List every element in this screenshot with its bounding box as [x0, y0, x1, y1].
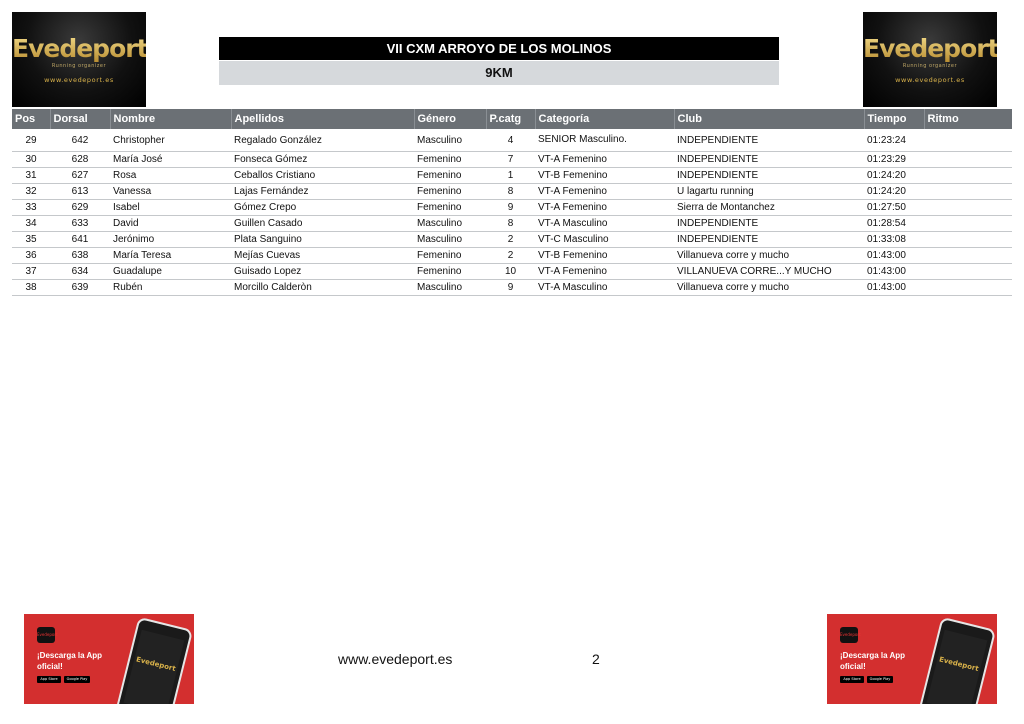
col-header: Club [674, 109, 864, 129]
footer-website[interactable]: www.evedeport.es [338, 651, 453, 667]
pos-cell: 29 [12, 129, 50, 152]
pos-cell: 34 [12, 216, 50, 232]
club-cell: Sierra de Montanchez [674, 200, 864, 216]
table-row [12, 216, 1012, 232]
download-app-text: ¡Descarga la App oficial! [37, 651, 103, 671]
ritmo-cell [924, 184, 1012, 200]
categoria-cell: SENIOR Masculino. [535, 129, 674, 152]
dorsal-cell: 629 [50, 200, 110, 216]
pos-cell: 32 [12, 184, 50, 200]
nombre-cell: Jerónimo [110, 232, 231, 248]
categoria-cell: VT-B Femenino [535, 248, 674, 264]
genero-cell: Masculino [414, 129, 486, 152]
logo-website: www.evedeport.es [44, 76, 114, 84]
club-cell: INDEPENDIENTE [674, 129, 864, 152]
google-play-badge[interactable]: Google Play [64, 676, 90, 683]
tiempo-cell: 01:23:24 [864, 129, 924, 152]
ritmo-cell [924, 216, 1012, 232]
phone-brand: Evedeport [927, 630, 988, 704]
club-cell: VILLANUEVA CORRE...Y MUCHO [674, 264, 864, 280]
apellidos-cell: Ceballos Cristiano [231, 168, 414, 184]
dorsal-cell: 641 [50, 232, 110, 248]
tiempo-cell: 01:24:20 [864, 168, 924, 184]
pos-cell: 30 [12, 152, 50, 168]
col-header: Categoría [535, 109, 674, 129]
dorsal-cell: 638 [50, 248, 110, 264]
pcatg-cell: 2 [486, 248, 535, 264]
phone-image [115, 617, 193, 704]
logo-tagline: Running organizer [902, 63, 958, 69]
nombre-cell: María José [110, 152, 231, 168]
col-header: Nombre [110, 109, 231, 129]
results-table [12, 109, 1012, 296]
club-cell: INDEPENDIENTE [674, 216, 864, 232]
genero-cell: Masculino [414, 216, 486, 232]
genero-cell: Femenino [414, 152, 486, 168]
genero-cell: Femenino [414, 184, 486, 200]
ritmo-cell [924, 232, 1012, 248]
pos-cell: 36 [12, 248, 50, 264]
table-row [12, 152, 1012, 168]
genero-cell: Masculino [414, 232, 486, 248]
tiempo-cell: 01:43:00 [864, 280, 924, 296]
dorsal-cell: 634 [50, 264, 110, 280]
ritmo-cell [924, 129, 1012, 152]
pcatg-cell: 8 [486, 184, 535, 200]
table-row [12, 248, 1012, 264]
nombre-cell: María Teresa [110, 248, 231, 264]
genero-cell: Femenino [414, 264, 486, 280]
pos-cell: 37 [12, 264, 50, 280]
tiempo-cell: 01:27:50 [864, 200, 924, 216]
nombre-cell: Rubén [110, 280, 231, 296]
club-cell: INDEPENDIENTE [674, 168, 864, 184]
results-header-row [12, 109, 1012, 129]
table-row [12, 232, 1012, 248]
categoria-cell: VT-A Femenino [535, 184, 674, 200]
evedeport-logo-right [863, 12, 997, 107]
app-banner-right[interactable] [827, 614, 997, 704]
ritmo-cell [924, 248, 1012, 264]
apellidos-cell: Plata Sanguino [231, 232, 414, 248]
tiempo-cell: 01:43:00 [864, 248, 924, 264]
table-row [12, 168, 1012, 184]
app-store-badge[interactable]: App Store [840, 676, 864, 683]
tiempo-cell: 01:33:08 [864, 232, 924, 248]
col-header: Género [414, 109, 486, 129]
col-header: Apellidos [231, 109, 414, 129]
categoria-cell: VT-A Femenino [535, 152, 674, 168]
table-row [12, 200, 1012, 216]
pos-cell: 33 [12, 200, 50, 216]
dorsal-cell: 628 [50, 152, 110, 168]
pcatg-cell: 1 [486, 168, 535, 184]
col-header: Dorsal [50, 109, 110, 129]
genero-cell: Femenino [414, 168, 486, 184]
apellidos-cell: Guisado Lopez [231, 264, 414, 280]
nombre-cell: Vanessa [110, 184, 231, 200]
tiempo-cell: 01:23:29 [864, 152, 924, 168]
race-distance: 9KM [219, 61, 779, 85]
dorsal-cell: 633 [50, 216, 110, 232]
apellidos-cell: Fonseca Gómez [231, 152, 414, 168]
download-app-text: ¡Descarga la App oficial! [840, 651, 906, 671]
pos-cell: 35 [12, 232, 50, 248]
table-row [12, 129, 1012, 152]
categoria-cell: VT-A Masculino [535, 280, 674, 296]
pos-cell: 38 [12, 280, 50, 296]
club-cell: INDEPENDIENTE [674, 152, 864, 168]
genero-cell: Masculino [414, 280, 486, 296]
col-header: Ritmo [924, 109, 1012, 129]
apellidos-cell: Mejías Cuevas [231, 248, 414, 264]
pcatg-cell: 9 [486, 200, 535, 216]
app-store-badge[interactable]: App Store [37, 676, 61, 683]
genero-cell: Femenino [414, 200, 486, 216]
nombre-cell: Rosa [110, 168, 231, 184]
table-row [12, 184, 1012, 200]
categoria-cell: VT-B Femenino [535, 168, 674, 184]
dorsal-cell: 613 [50, 184, 110, 200]
categoria-cell: VT-A Masculino [535, 216, 674, 232]
categoria-cell: VT-A Femenino [535, 200, 674, 216]
results-body [12, 129, 1012, 296]
ritmo-cell [924, 152, 1012, 168]
apellidos-cell: Regalado González [231, 129, 414, 152]
col-header: Pos [12, 109, 50, 129]
club-cell: U lagartu running [674, 184, 864, 200]
tiempo-cell: 01:24:20 [864, 184, 924, 200]
pcatg-cell: 4 [486, 129, 535, 152]
table-row [12, 264, 1012, 280]
ritmo-cell [924, 264, 1012, 280]
col-header: Tiempo [864, 109, 924, 129]
apellidos-cell: Lajas Fernández [231, 184, 414, 200]
app-icon: Evedeport [37, 627, 55, 643]
page-number: 2 [592, 651, 600, 667]
club-cell: INDEPENDIENTE [674, 232, 864, 248]
ritmo-cell [924, 168, 1012, 184]
categoria-cell: VT-A Femenino [535, 264, 674, 280]
app-icon: Evedeport [840, 627, 858, 643]
ritmo-cell [924, 200, 1012, 216]
nombre-cell: Christopher [110, 129, 231, 152]
club-cell: Villanueva corre y mucho [674, 280, 864, 296]
logo-brand: Evedeport [863, 34, 999, 63]
logo-website: www.evedeport.es [895, 76, 965, 84]
phone-image [918, 617, 996, 704]
tiempo-cell: 01:43:00 [864, 264, 924, 280]
pcatg-cell: 9 [486, 280, 535, 296]
col-header: P.catg [486, 109, 535, 129]
evedeport-logo-left [12, 12, 146, 107]
pcatg-cell: 2 [486, 232, 535, 248]
apellidos-cell: Morcillo Calderòn [231, 280, 414, 296]
nombre-cell: Isabel [110, 200, 231, 216]
club-cell: Villanueva corre y mucho [674, 248, 864, 264]
race-title: VII CXM ARROYO DE LOS MOLINOS [219, 37, 779, 60]
genero-cell: Femenino [414, 248, 486, 264]
dorsal-cell: 642 [50, 129, 110, 152]
apellidos-cell: Gómez Crepo [231, 200, 414, 216]
table-row [12, 280, 1012, 296]
phone-brand: Evedeport [124, 630, 185, 704]
pcatg-cell: 7 [486, 152, 535, 168]
dorsal-cell: 627 [50, 168, 110, 184]
logo-tagline: Running organizer [51, 63, 107, 69]
apellidos-cell: Guillen Casado [231, 216, 414, 232]
logo-brand: Evedeport [12, 34, 148, 63]
dorsal-cell: 639 [50, 280, 110, 296]
pos-cell: 31 [12, 168, 50, 184]
ritmo-cell [924, 280, 1012, 296]
app-banner-left[interactable] [24, 614, 194, 704]
nombre-cell: David [110, 216, 231, 232]
categoria-cell: VT-C Masculino [535, 232, 674, 248]
pcatg-cell: 10 [486, 264, 535, 280]
nombre-cell: Guadalupe [110, 264, 231, 280]
tiempo-cell: 01:28:54 [864, 216, 924, 232]
google-play-badge[interactable]: Google Play [867, 676, 893, 683]
pcatg-cell: 8 [486, 216, 535, 232]
